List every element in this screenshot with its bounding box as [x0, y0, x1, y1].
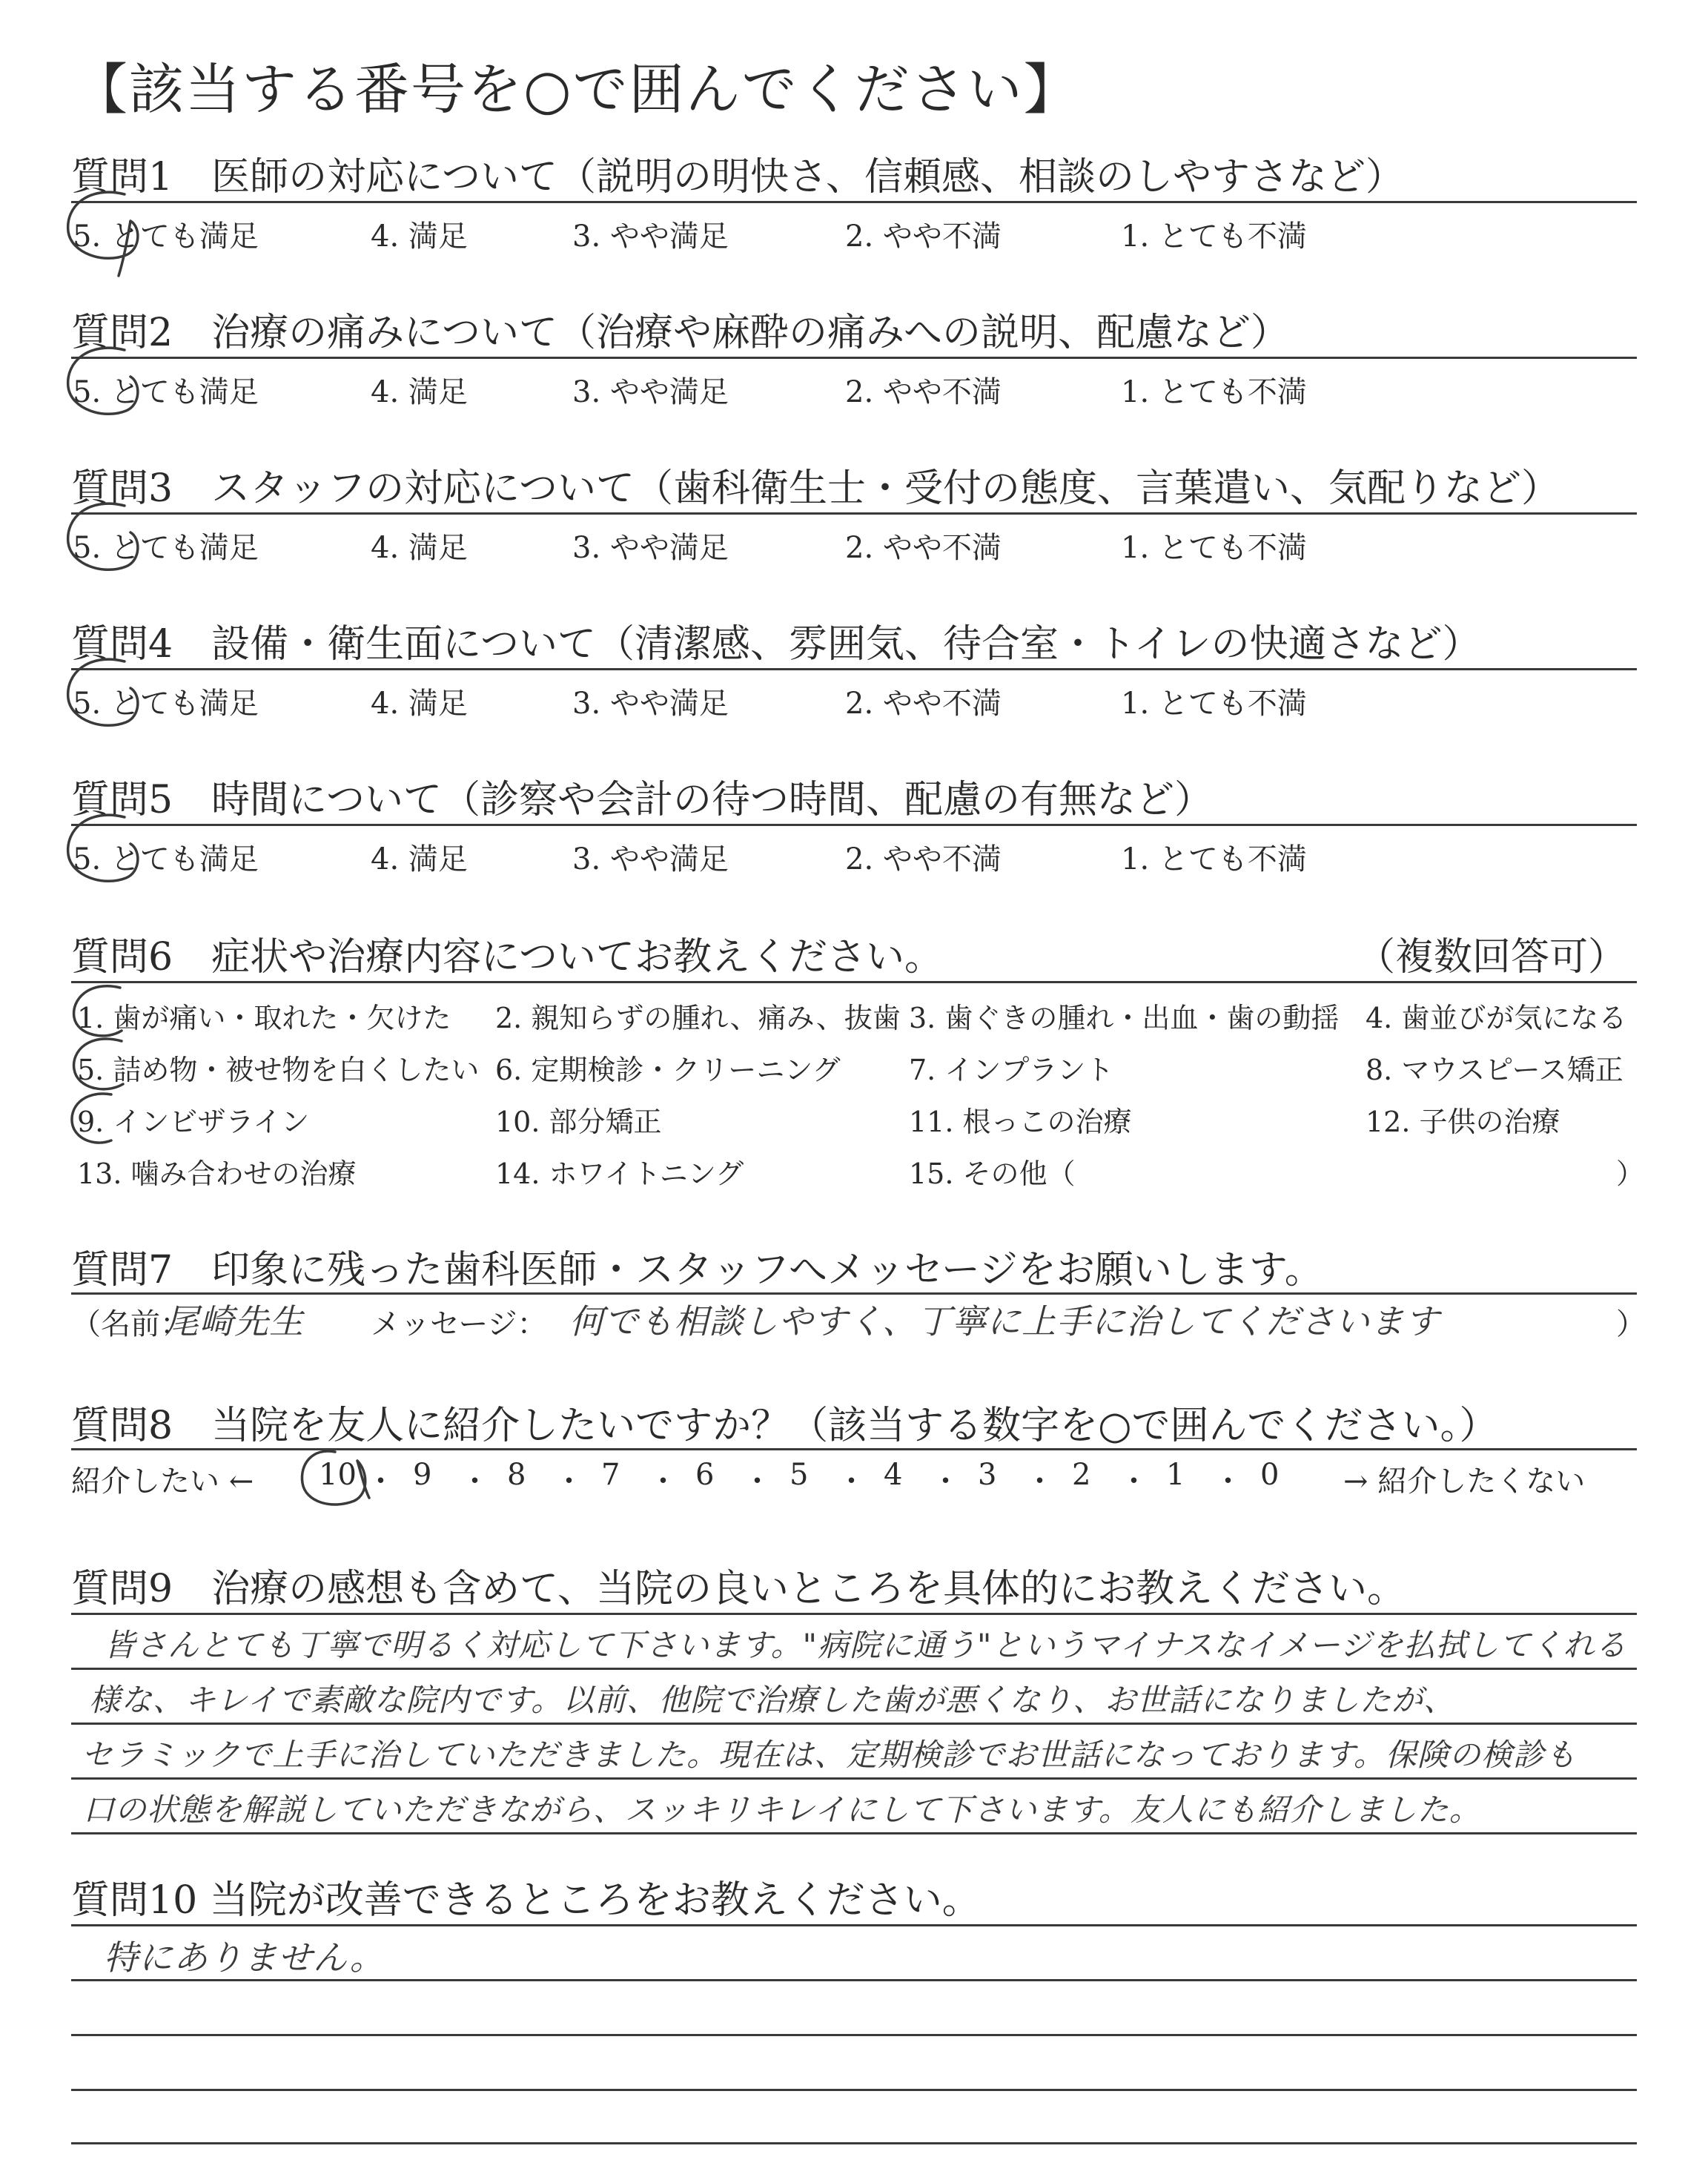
question-6-note: （複数回答可）: [1357, 935, 1627, 980]
q9-answer-line-3: [71, 1723, 1637, 1725]
q8-scale-value-10[interactable]: 10: [319, 1458, 357, 1492]
q6-option-1[interactable]: 1. 歯が痛い・取れた・欠けた: [77, 1002, 451, 1034]
q8-scale-value-2[interactable]: 2: [1072, 1458, 1091, 1492]
q4-option-2[interactable]: 2. やや不満: [845, 687, 1002, 721]
q2-option-4[interactable]: 4. 満足: [371, 375, 468, 409]
q2-option-3[interactable]: 3. やや満足: [572, 375, 729, 409]
q9-answer-line-1: [71, 1613, 1637, 1615]
q9-handwritten-line-3[interactable]: セラミックで上手に治していただきました。現在は、定期検診でお世話になっております。保険の検診も: [82, 1737, 1577, 1773]
q5-option-2[interactable]: 2. やや不満: [845, 842, 1002, 876]
q10-answer-line-1: [71, 1924, 1637, 1926]
question-9-title: 質問9 治療の感想も含めて、当院の良いところを具体的にお教えください。: [71, 1567, 1406, 1611]
q6-option-10[interactable]: 10. 部分矯正: [495, 1106, 662, 1138]
question-10-title: 質問10 当院が改善できるところをお教えください。: [71, 1878, 981, 1923]
q6-option-3[interactable]: 3. 歯ぐきの腫れ・出血・歯の動揺: [909, 1002, 1340, 1034]
q8-scale-separator: ・: [930, 1464, 961, 1499]
q7-name-label: （名前：: [71, 1307, 190, 1341]
q1-option-4[interactable]: 4. 満足: [371, 219, 468, 254]
q8-scale-separator: ・: [1213, 1464, 1243, 1499]
q3-option-2[interactable]: 2. やや不満: [845, 531, 1002, 565]
q5-option-3[interactable]: 3. やや満足: [572, 842, 729, 876]
q8-scale-value-5[interactable]: 5: [790, 1458, 809, 1492]
q5-option-4[interactable]: 4. 満足: [371, 842, 468, 876]
question-2-title: 質問2 治療の痛みについて（治療や麻酔の痛みへの説明、配慮など）: [71, 311, 1290, 355]
q9-answer-line-4: [71, 1777, 1637, 1780]
q3-option-3[interactable]: 3. やや満足: [572, 531, 729, 565]
q8-scale-separator: ・: [1119, 1464, 1149, 1499]
q8-scale-value-0[interactable]: 0: [1260, 1458, 1280, 1492]
q6-option-7[interactable]: 7. インプラント: [909, 1054, 1114, 1086]
question-8-title: 質問8 当院を友人に紹介したいですか？（該当する数字を○で囲んでください。）: [71, 1404, 1498, 1448]
q8-scale-separator: ・: [742, 1464, 772, 1499]
q9-answer-line-5: [71, 1832, 1637, 1834]
q9-answer-line-2: [71, 1668, 1637, 1670]
question-2-rule: [71, 357, 1637, 359]
question-1-rule: [71, 201, 1637, 203]
question-5-rule: [71, 824, 1637, 826]
question-1-title: 質問1 医師の対応について（説明の明快さ、信頼感、相談のしやすさなど）: [71, 155, 1404, 199]
question-5-title: 質問5 時間について（診察や会計の待つ時間、配慮の有無など）: [71, 778, 1214, 822]
q8-scale-value-6[interactable]: 6: [695, 1458, 715, 1492]
q1-option-5[interactable]: 5. とても満足: [73, 219, 259, 254]
q9-handwritten-line-4[interactable]: 口の状態を解説していただきながら、スッキリキレイにして下さいます。友人にも紹介しました。: [83, 1791, 1481, 1828]
q8-scale-value-4[interactable]: 4: [884, 1458, 903, 1492]
question-3-title: 質問3 スタッフの対応について（歯科衛生士・受付の態度、言葉遣い、気配りなど）: [71, 466, 1560, 511]
q6-option-2[interactable]: 2. 親知らずの腫れ、痛み、抜歯: [495, 1002, 901, 1034]
q2-option-5[interactable]: 5. とても満足: [73, 375, 259, 409]
question-6-title: 質問6 症状や治療内容についてお教えください。: [71, 935, 944, 980]
q7-message-label: メッセージ：: [371, 1307, 547, 1341]
q5-option-1[interactable]: 1. とても不満: [1121, 842, 1307, 876]
q3-option-1[interactable]: 1. とても不満: [1121, 531, 1307, 565]
q9-handwritten-line-2[interactable]: 様な、キレイで素敵な院内です。以前、他院で治療した歯が悪くなり、お世話になりましたが、: [89, 1682, 1456, 1718]
q6-option-8[interactable]: 8. マウスピース矯正: [1366, 1054, 1623, 1086]
q7-name-handwritten[interactable]: 尾崎先生: [165, 1301, 304, 1341]
q8-scale-separator: ・: [365, 1464, 396, 1499]
q8-scale-value-3[interactable]: 3: [978, 1458, 997, 1492]
q6-option-15-close: ）: [1616, 1157, 1645, 1190]
q8-scale-separator: ・: [1025, 1464, 1055, 1499]
q7-message-handwritten[interactable]: 何でも相談しやすく、丁寧に上手に治してくださいます: [569, 1301, 1440, 1341]
q9-handwritten-line-1[interactable]: 皆さんとても丁寧で明るく対応して下さいます。"病院に通う"というマイナスなイメージを払拭してくれる: [104, 1627, 1627, 1663]
question-6-rule: [71, 981, 1637, 983]
q8-right-label: → 紹介したくない: [1343, 1464, 1586, 1499]
q8-scale-separator: ・: [554, 1464, 584, 1499]
q6-option-9[interactable]: 9. インビザライン: [77, 1106, 310, 1138]
question-4-rule: [71, 668, 1637, 670]
q10-answer-line-4: [71, 2089, 1637, 2091]
q6-option-6[interactable]: 6. 定期検診・クリーニング: [495, 1054, 841, 1086]
q3-option-5[interactable]: 5. とても満足: [73, 531, 259, 565]
q1-option-1[interactable]: 1. とても不満: [1121, 219, 1307, 254]
q2-option-2[interactable]: 2. やや不満: [845, 375, 1002, 409]
q8-left-label: 紹介したい ←: [71, 1464, 254, 1499]
q6-option-13[interactable]: 13. 噛み合わせの治療: [77, 1157, 357, 1190]
q10-answer-line-3: [71, 2034, 1637, 2036]
q8-scale-value-7[interactable]: 7: [601, 1458, 620, 1492]
q2-option-1[interactable]: 1. とても不満: [1121, 375, 1307, 409]
q8-scale-separator: ・: [836, 1464, 867, 1499]
q6-option-4[interactable]: 4. 歯並びが気になる: [1366, 1002, 1627, 1034]
q8-scale-separator: ・: [460, 1464, 490, 1499]
q8-scale-value-8[interactable]: 8: [507, 1458, 526, 1492]
question-8-rule: [71, 1448, 1637, 1450]
q10-handwritten-line-1[interactable]: 特にありません。: [104, 1938, 385, 1978]
q7-close-paren: ）: [1616, 1307, 1646, 1341]
q5-option-5[interactable]: 5. とても満足: [73, 842, 259, 876]
q8-scale-separator: ・: [648, 1464, 678, 1499]
q4-option-1[interactable]: 1. とても不満: [1121, 687, 1307, 721]
q6-option-15[interactable]: 15. その他（: [909, 1157, 1076, 1190]
question-7-title: 質問7 印象に残った歯科医師・スタッフへメッセージをお願いします。: [71, 1248, 1323, 1292]
q6-option-12[interactable]: 12. 子供の治療: [1366, 1106, 1560, 1138]
question-3-rule: [71, 512, 1637, 515]
q10-answer-line-5: [71, 2142, 1637, 2144]
q4-option-5[interactable]: 5. とても満足: [73, 687, 259, 721]
q1-option-3[interactable]: 3. やや満足: [572, 219, 729, 254]
q4-option-4[interactable]: 4. 満足: [371, 687, 468, 721]
q6-option-14[interactable]: 14. ホワイトニング: [495, 1157, 744, 1190]
q8-scale-value-9[interactable]: 9: [413, 1458, 432, 1492]
q8-scale-value-1[interactable]: 1: [1166, 1458, 1185, 1492]
q1-option-2[interactable]: 2. やや不満: [845, 219, 1002, 254]
q3-option-4[interactable]: 4. 満足: [371, 531, 468, 565]
question-4-title: 質問4 設備・衛生面について（清潔感、雰囲気、待合室・トイレの快適さなど）: [71, 622, 1481, 667]
q6-option-11[interactable]: 11. 根っこの治療: [909, 1106, 1132, 1138]
q4-option-3[interactable]: 3. やや満足: [572, 687, 729, 721]
form-instruction-header: 【該当する番号を○で囲んでください】: [73, 58, 1080, 122]
q6-option-5[interactable]: 5. 詰め物・被せ物を白くしたい: [77, 1054, 480, 1086]
